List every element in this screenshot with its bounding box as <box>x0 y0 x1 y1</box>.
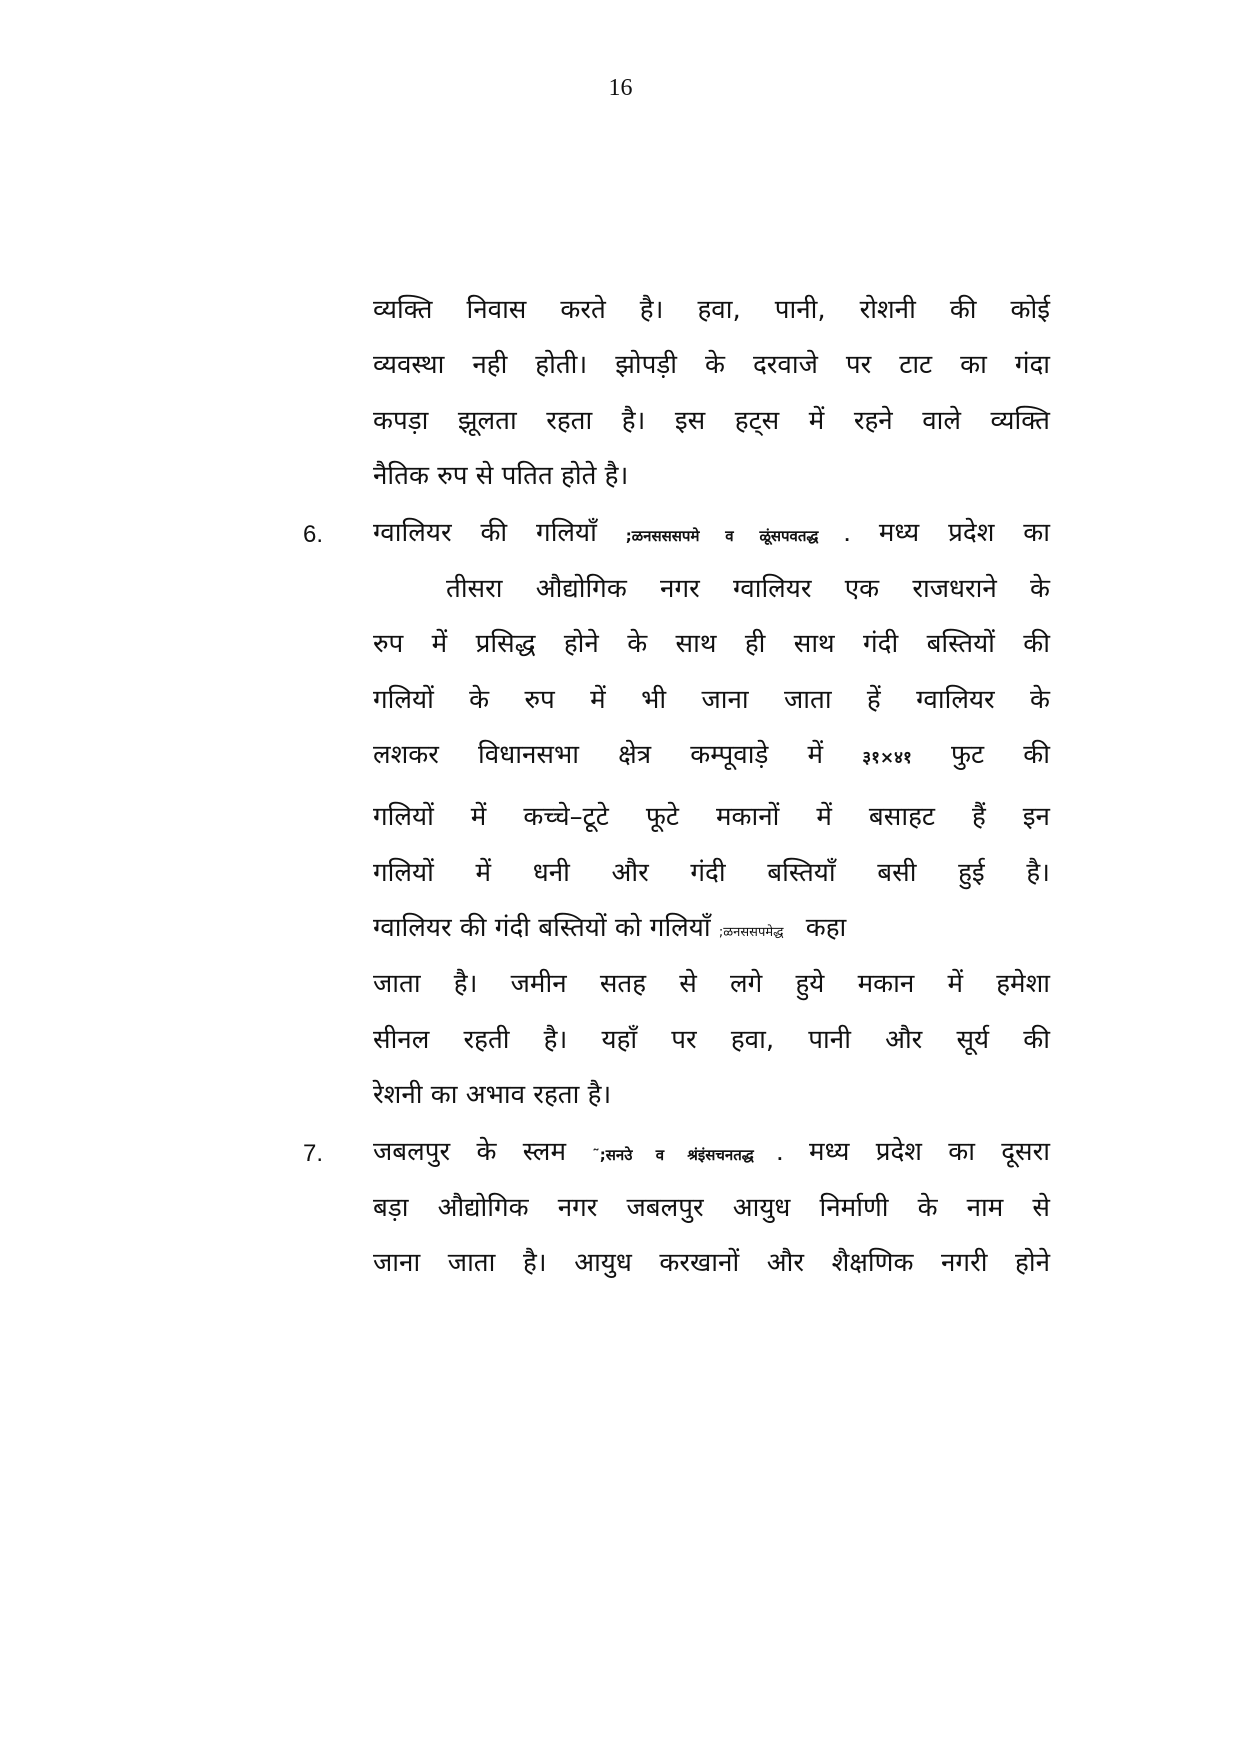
item6-line-5-lead: लशकर विधानसभा क्षेत्र कम्पूवाड़े में <box>373 740 824 770</box>
item6-line-8 <box>373 908 1033 953</box>
item7-heading-garbled: ῀;सनउे व श्रंइंसचनतद्ध . <box>592 1146 783 1164</box>
item7-line-1 <box>373 1132 1050 1175</box>
para1-line-3: कपड़ा झूलता रहता है। इस हट्स में रहने वाले व्यक्ति <box>373 406 1050 436</box>
item6-line-6: गलियों में कच्चे–टूटे फूटे मकानों में बसाहट हैं इन <box>373 802 1050 832</box>
item6-line-8-lead: ग्वालियर की गंदी बस्तियों को गलियाँ <box>373 913 711 943</box>
item6-line-2: तीसरा औद्योगिक नगर ग्वालियर एक राजधराने के <box>446 574 1050 604</box>
item6-line-8-garbled: ;ळनससपमेद्ध <box>718 925 784 940</box>
item6-heading: ग्वालियर की गलियाँ <box>373 518 597 548</box>
para1-line-2: व्यवस्था नही होती। झोपड़ी के दरवाजे पर टाट का गंदा <box>373 350 1050 380</box>
item7-line-2: बड़ा औद्योगिक नगर जबलपुर आयुध निर्माणी के नाम से <box>373 1193 1050 1223</box>
item6-line-3: रुप में प्रसिद्ध होने के साथ ही साथ गंदी बस्तियों की <box>373 629 1050 659</box>
item6-dimensions: ३१×४१ <box>862 748 912 768</box>
item6-line-10: सीनल रहती है। यहाँ पर हवा, पानी और सूर्य की <box>373 1025 1050 1055</box>
item7-line-1-trail: मध्य प्रदेश का दूसरा <box>809 1137 1050 1167</box>
item6-line-9: जाता है। जमीन सतह से लगे हुये मकान में हमेशा <box>373 969 1050 999</box>
item6-heading-garbled: ;ळनसससपमे व ळूंसपवतद्ध . <box>625 527 850 545</box>
item7-heading: जबलपुर के स्लम <box>373 1137 566 1167</box>
item6-line-8-trail: कहा <box>805 913 847 943</box>
para1-line-1: व्यक्ति निवास करते है। हवा, पानी, रोशनी की कोई <box>373 295 1050 325</box>
item6-line-5 <box>373 735 1050 778</box>
item7-line-3: जाना जाता है। आयुध करखानों और शैक्षणिक नगरी होने <box>373 1248 1050 1278</box>
item7-marker: 7. <box>303 1140 324 1167</box>
item6-marker: 6. <box>303 521 324 548</box>
item6-line-4: गलियों के रुप में भी जाना जाता हें ग्वालियर के <box>373 685 1050 715</box>
item6-line-1 <box>373 513 1050 556</box>
item6-line-11: रेशनी का अभाव रहता है। <box>373 1080 612 1110</box>
page-number: 16 <box>608 75 633 101</box>
item6-line-1-trail: मध्य प्रदेश का <box>878 518 1051 548</box>
item6-line-7: गलियों में धनी और गंदी बस्तियाँ बसी हुई है। <box>373 858 1050 888</box>
para1-line-4: नैतिक रुप से पतित होते है। <box>373 461 629 491</box>
item6-line-5-trail: फुट की <box>951 740 1051 770</box>
